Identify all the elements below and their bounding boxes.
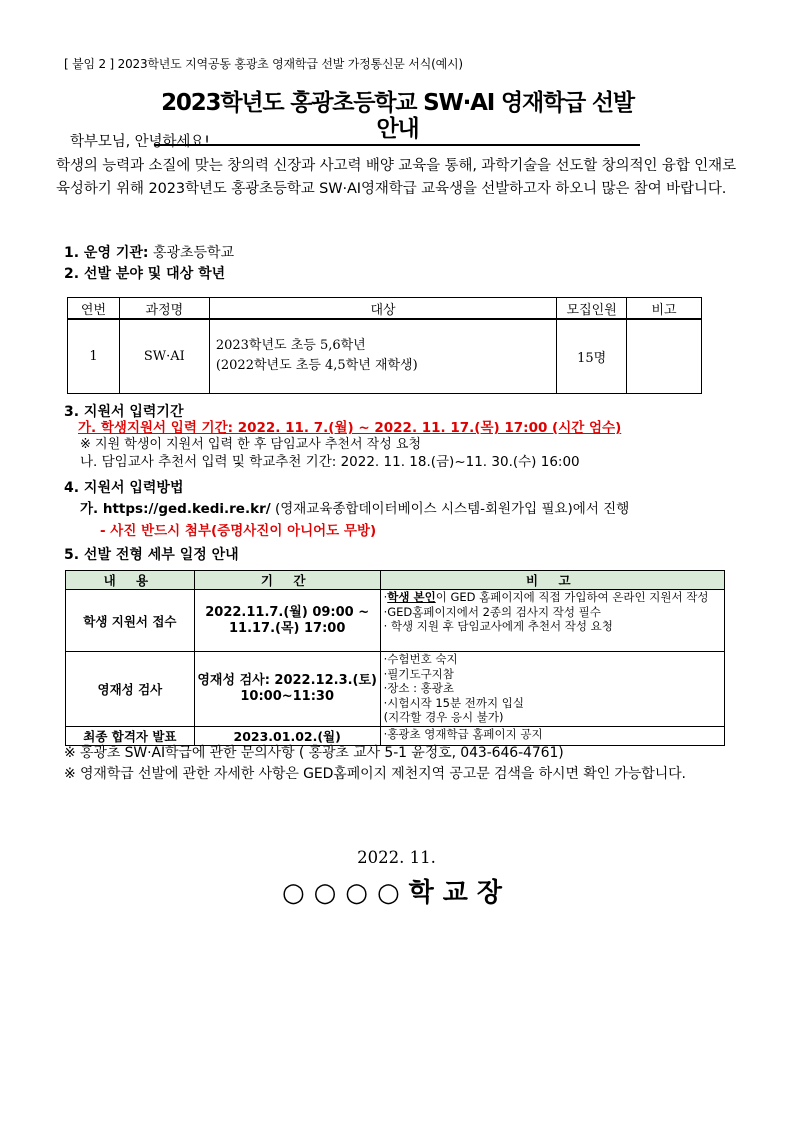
recommendation-period: 나. 담임교사 추천서 입력 및 학교추천 기간: 2022. 11. 18.(금)~11. 30.(수) 16:00 (80, 454, 580, 470)
note-2-line4: ·시험시작 15분 전까지 입실 (383, 695, 524, 710)
row-target-line1: 2023학년도 초등 5,6학년 (215, 338, 366, 354)
intro-paragraph: 학생의 능력과 소질에 맞는 창의력 신장과 사고력 배양 교육을 통해, 과학기술을 선도할 창의적인 융합 인재로 육성하기 위해 2023학년도 홍광초등학교 SW·AI영재학급 교육생을 선발하고자 하오니 많은 참여 바랍니다. (56, 158, 736, 197)
schedule-period-2 (194, 652, 380, 727)
period-2-line2: 10:00~11:30 (240, 689, 335, 704)
row-count: 15명 (557, 319, 627, 393)
row-target-line2: (2022학년도 초등 4,5학년 재학생) (215, 358, 418, 374)
schedule-header-content: 내 용 (66, 571, 195, 590)
photo-requirement: - 사진 반드시 첨부(증명사진이 아니어도 무방) (100, 523, 377, 539)
schedule-period-1 (194, 590, 380, 652)
schedule-table (65, 570, 725, 746)
section-3-label: 3. 지원서 입력기간 (64, 404, 184, 420)
section-4-label: 4. 지원서 입력방법 (64, 480, 184, 496)
schedule-header-period: 기 간 (194, 571, 380, 590)
header-no: 연번 (68, 298, 120, 320)
attachment-label: [ 붙임 2 ] 2023학년도 지역공동 홍광초 영재학급 선발 가정통신문 서식(예시) (64, 57, 463, 71)
application-period: 가. 학생지원서 입력 기간: 2022. 11. 7.(월) ~ 2022. 11. 17.(목) 17:00 (시간 엄수) (78, 420, 622, 436)
schedule-note-2 (380, 652, 724, 727)
section-5-label: 5. 선발 전형 세부 일정 안내 (64, 547, 239, 563)
application-note: ※ 지원 학생이 지원서 입력 한 후 담임교사 추천서 작성 요청 (80, 437, 422, 452)
target-table-header (68, 298, 702, 320)
principal-signature: ○○○○학교장 (281, 878, 512, 908)
ged-link[interactable]: 가. https://ged.kedi.re.kr/ (80, 501, 271, 517)
apply-method (80, 500, 629, 518)
footnote-inquiry: ※ 홍광초 SW·AI학급에 관한 문의사항 ( 홍광초 교사 5-1 윤정호, 043-646-4761) (64, 745, 564, 761)
table-row (66, 652, 725, 727)
schedule-note-1 (380, 590, 724, 652)
header-count: 모집인원 (557, 298, 627, 320)
note-1-line2: ·GED홈페이지에서 2종의 검사지 작성 필수 (383, 604, 601, 619)
section-1-label: 1. 운영 기관: (64, 245, 149, 261)
schedule-content-2: 영재성 검사 (66, 652, 195, 727)
header-course: 과정명 (119, 298, 209, 320)
note-1-line3: · 학생 지원 후 담임교사에게 추천서 작성 요청 (383, 619, 613, 633)
period-1-line2: 11.17.(목) 17:00 (228, 620, 346, 636)
section-1 (64, 244, 234, 262)
target-table (67, 297, 702, 394)
note-1-line1: ·학생 본인이 GED 홈페이지에 직접 가입하여 온라인 지원서 작성 (383, 590, 709, 604)
note-2-line1: ·수험번호 숙지 (383, 652, 458, 666)
row-target (209, 319, 556, 393)
schedule-period-3: 2023.01.02.(월) (194, 727, 380, 746)
section-1-value: 홍광초등학교 (148, 245, 235, 261)
row-no: 1 (68, 319, 120, 393)
period-2-line1: 영재성 검사: 2022.12.3.(토) (197, 673, 377, 688)
period-1-line1: 2022.11.7.(월) 09:00 ~ (205, 604, 370, 620)
table-row (66, 590, 725, 652)
schedule-content-3: 최종 합격자 발표 (66, 727, 195, 746)
header-target: 대상 (209, 298, 556, 320)
schedule-note-3: ·홍광초 영재학급 홈페이지 공지 (380, 727, 724, 746)
footnote-ged: ※ 영재학급 선발에 관한 자세한 사항은 GED홈페이지 제천지역 공고문 검색을 하시면 확인 가능합니다. (64, 766, 686, 782)
apply-method-suffix: (영재교육종합데이터베이스 시스템-회원가입 필요)에서 진행 (270, 501, 630, 517)
issue-date: 2022. 11. (357, 848, 436, 867)
greeting: 학부모님, 안녕하세요! (70, 134, 210, 150)
note-1-bold: 학생 본인 (387, 590, 436, 604)
schedule-header-note: 비 고 (380, 571, 724, 590)
row-note (627, 319, 702, 393)
page-title: 2023학년도 홍광초등학교 SW·AI 영재학급 선발 안내 (155, 90, 640, 146)
row-course: SW·AI (119, 319, 209, 393)
note-2-line2: ·필기도구지참 (383, 666, 454, 681)
schedule-table-header (66, 571, 725, 590)
header-note: 비고 (627, 298, 702, 320)
note-1-rest: 이 GED 홈페이지에 직접 가입하여 온라인 지원서 작성 (435, 590, 709, 604)
section-2-label: 2. 선발 분야 및 대상 학년 (64, 266, 226, 282)
note-2-line5: (지각할 경우 응시 불가) (383, 710, 504, 724)
table-row (68, 319, 702, 393)
note-2-line3: ·장소 : 홍광초 (383, 681, 454, 695)
schedule-content-1: 학생 지원서 접수 (66, 590, 195, 652)
